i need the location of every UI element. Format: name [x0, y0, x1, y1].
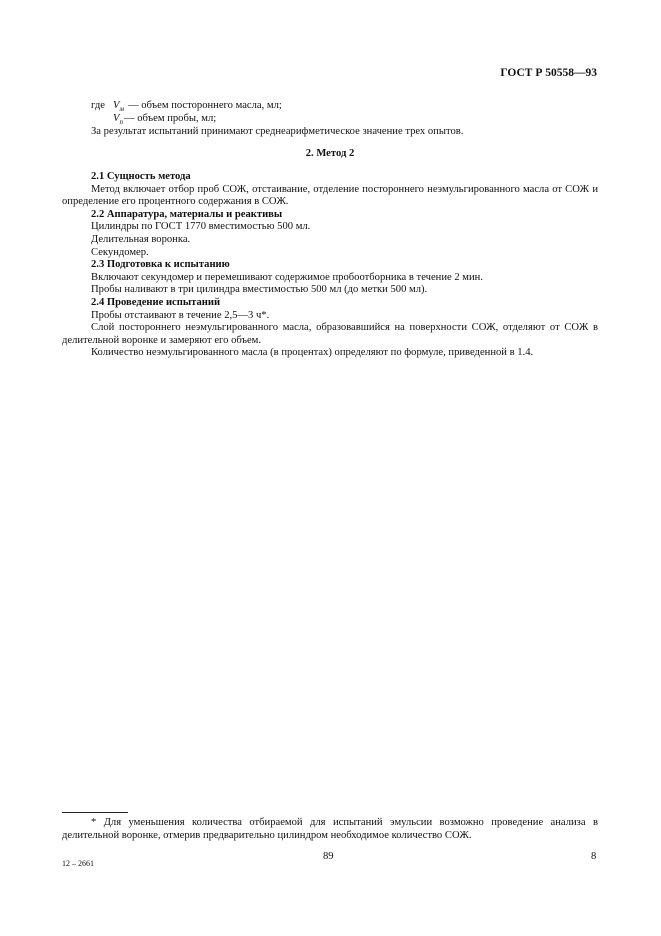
vm-subscript: м — [119, 105, 124, 114]
section-2-body — [62, 171, 598, 360]
heading-2-4: 2.4 Проведение испытаний — [91, 296, 221, 308]
text-2-1: Метод включает отбор проб СОЖ, отстаивание, отделение постороннего неэмульгированного масла от СОЖ и определение его процентного содержания в СОЖ. — [62, 183, 598, 208]
footer-code: 12 – 2661 — [62, 859, 94, 868]
text-2-3-1: Включают секундомер и перемешивают содержимое пробоотборника в течение 2 мин. — [91, 271, 483, 283]
legend-line-vm — [62, 100, 598, 113]
vm-symbol — [113, 100, 124, 113]
footnote — [62, 817, 598, 842]
page-number: 89 — [323, 851, 334, 862]
text-2-2-item-1: Цилиндры по ГОСТ 1770 вместимостью 500 мл. — [91, 221, 311, 233]
vp-letter: V — [113, 113, 120, 124]
vm-letter: V — [113, 100, 120, 111]
footnote-divider — [62, 812, 128, 813]
text-2-4-3: Количество неэмульгированного масла (в процентах) определяют по формуле, приведенной в 1.4. — [91, 347, 534, 359]
document-header: ГОСТ Р 50558—93 — [500, 67, 597, 79]
text-2-4-1: Пробы отстаивают в течение 2,5—3 ч*. — [91, 309, 270, 321]
legend-line-vp — [62, 113, 598, 126]
footnote-text: * Для уменьшения количества отбираемой для испытаний эмульсии возможно проведение анализа в делительной воронке, отмерив предварительно цилиндром необходимое количество СОЖ. — [62, 817, 598, 841]
result-statement: За результат испытаний принимают среднеарифметическое значение трех опытов. — [91, 126, 464, 137]
heading-2-2: 2.2 Аппаратура, материалы и реактивы — [91, 208, 283, 220]
text-2-3-2: Пробы наливают в три цилиндра вместимостью 500 мл (до метки 500 мл). — [91, 284, 428, 296]
heading-2-3: 2.3 Подготовка к испытанию — [91, 259, 230, 271]
text-2-2-item-3: Секундомер. — [91, 246, 149, 258]
section-2-title: 2. Метод 2 — [305, 148, 355, 159]
vp-subscript: п — [119, 118, 123, 127]
sheet-number: 8 — [591, 851, 597, 862]
heading-2-1: 2.1 Сущность метода — [91, 171, 191, 182]
vp-symbol — [113, 113, 123, 126]
legend-prefix: где — [91, 100, 105, 111]
vm-description: — объем постороннего масла, мл; — [128, 100, 282, 111]
section-title — [62, 148, 598, 161]
formula-legend — [62, 100, 598, 139]
text-2-4-2: Слой постороннего неэмульгированного масла, образовавшийся на поверхности СОЖ, отделяют от СОЖ в делительной воронке и замеряют его объем. — [62, 322, 598, 346]
text-2-2-item-2: Делительная воронка. — [91, 233, 191, 245]
vp-description: — объем пробы, мл; — [124, 113, 217, 124]
